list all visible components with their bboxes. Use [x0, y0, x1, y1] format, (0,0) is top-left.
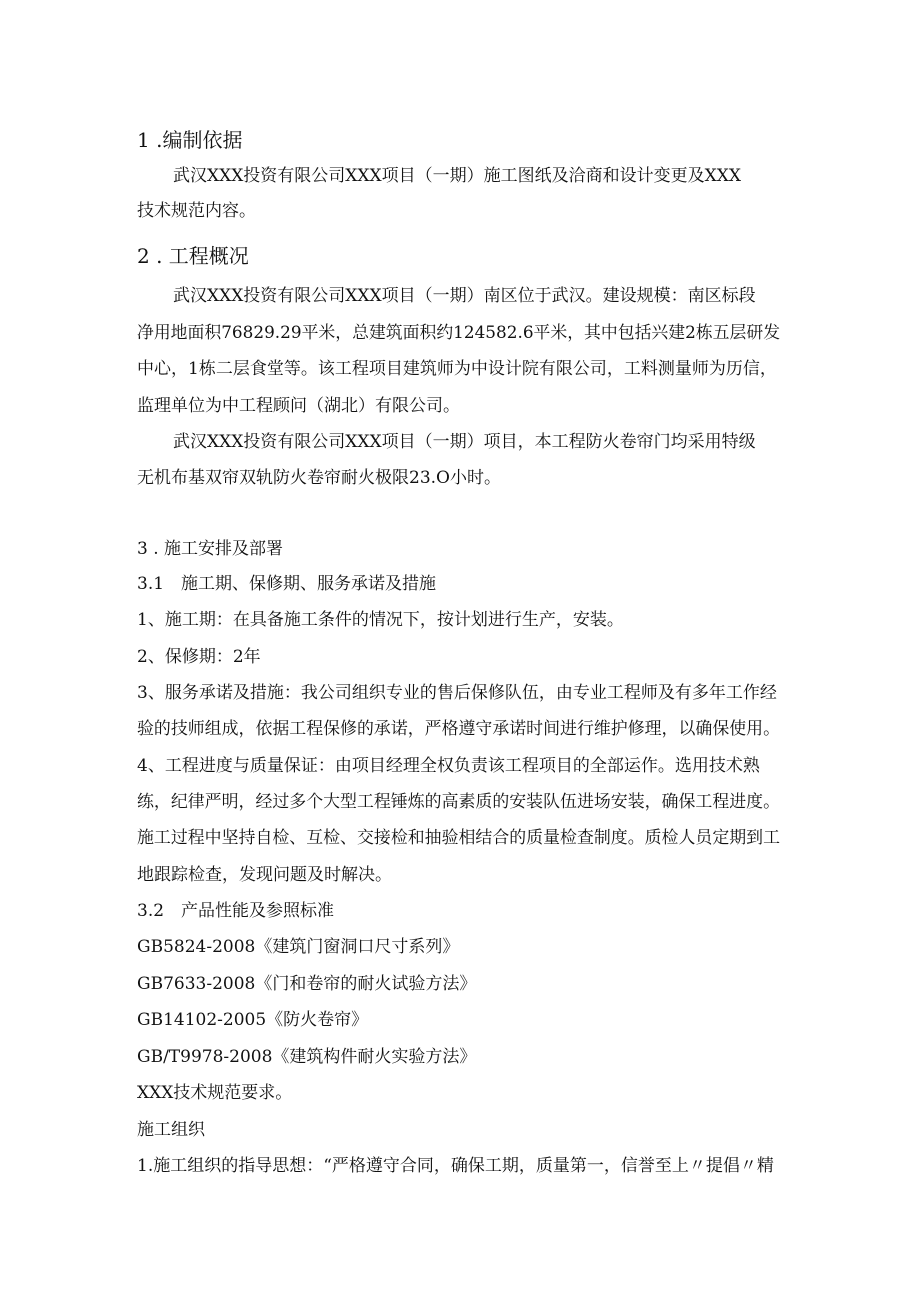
org-line-1: 1.施工组织的指导思想：“严格遵守合同，确保工期，质量第一，信誉至上〃提倡〃精 — [137, 1156, 774, 1176]
section-2-para-1-line-2: 净用地面积76829.29平米，总建筑面积约124582.6平米，其中包括兴建2栋五层研发 — [137, 323, 781, 343]
subsection-3-1-heading: 3.1 施工期、保修期、服务承诺及措施 — [137, 574, 437, 594]
section-3-heading: 3 . 施工安排及部署 — [137, 539, 284, 559]
standard-item: XXX技术规范要求。 — [137, 1083, 293, 1103]
subsection-3-2-heading: 3.2 产品性能及参照标准 — [137, 901, 335, 921]
item-4-line-1: 4、工程进度与质量保证：由项目经理全权负责该工程项目的全部运作。选用技术熟 — [137, 756, 760, 776]
item-4-line-4: 地跟踪检查，发现问题及时解决。 — [137, 865, 392, 885]
item-3-line-1: 3、服务承诺及措施：我公司组织专业的售后保修队伍，由专业工程师及有多年工作经 — [137, 683, 777, 703]
item-1: 1、施工期：在具备施工条件的情况下，按计划进行生产，安装。 — [137, 610, 624, 630]
section-2-para-1-line-1: 武汉XXX投资有限公司XXX项目（一期）南区位于武汉。建设规模：南区标段 — [173, 286, 756, 306]
section-1-para-1-line-2: 技术规范内容。 — [137, 201, 256, 221]
section-2-para-1-line-3: 中心，1栋二层食堂等。该工程项目建筑师为中设计院有限公司，工料测量师为历信， — [137, 359, 777, 379]
section-2-para-2-line-1: 武汉XXX投资有限公司XXX项目（一期）项目，本工程防火卷帘门均采用特级 — [173, 432, 756, 452]
section-2-para-2-line-2: 无机布基双帘双轨防火卷帘耐火极限23.O小时。 — [137, 468, 501, 488]
section-2-para-1-line-4: 监理单位为中工程顾问（湖北）有限公司。 — [137, 396, 460, 416]
item-2: 2、保修期：2年 — [137, 647, 261, 667]
item-3-line-2: 验的技师组成，依据工程保修的承诺，严格遵守承诺时间进行维护修理，以确保使用。 — [137, 719, 780, 739]
org-title: 施工组织 — [137, 1120, 205, 1140]
standard-item: GB14102-2005《防火卷帘》 — [137, 1010, 369, 1030]
standard-item: GB5824-2008《建筑门窗洞口尺寸系列》 — [137, 937, 460, 957]
section-1-para-1-line-1: 武汉XXX投资有限公司XXX项目（一期）施工图纸及洽商和设计变更及XXX — [173, 166, 741, 186]
standard-item: GB7633-2008《门和卷帘的耐火试验方法》 — [137, 974, 477, 994]
section-1-heading: 1 .编制依据 — [137, 128, 243, 152]
section-2-heading: 2 . 工程概况 — [137, 244, 249, 268]
item-4-line-3: 施工过程中坚持自检、互检、交接检和抽验相结合的质量检查制度。质检人员定期到工 — [137, 828, 780, 848]
standard-item: GB/T9978-2008《建筑构件耐火实验方法》 — [137, 1047, 477, 1067]
item-4-line-2: 练，纪律严明，经过多个大型工程锤炼的高素质的安装队伍进场安装，确保工程进度。 — [137, 792, 780, 812]
